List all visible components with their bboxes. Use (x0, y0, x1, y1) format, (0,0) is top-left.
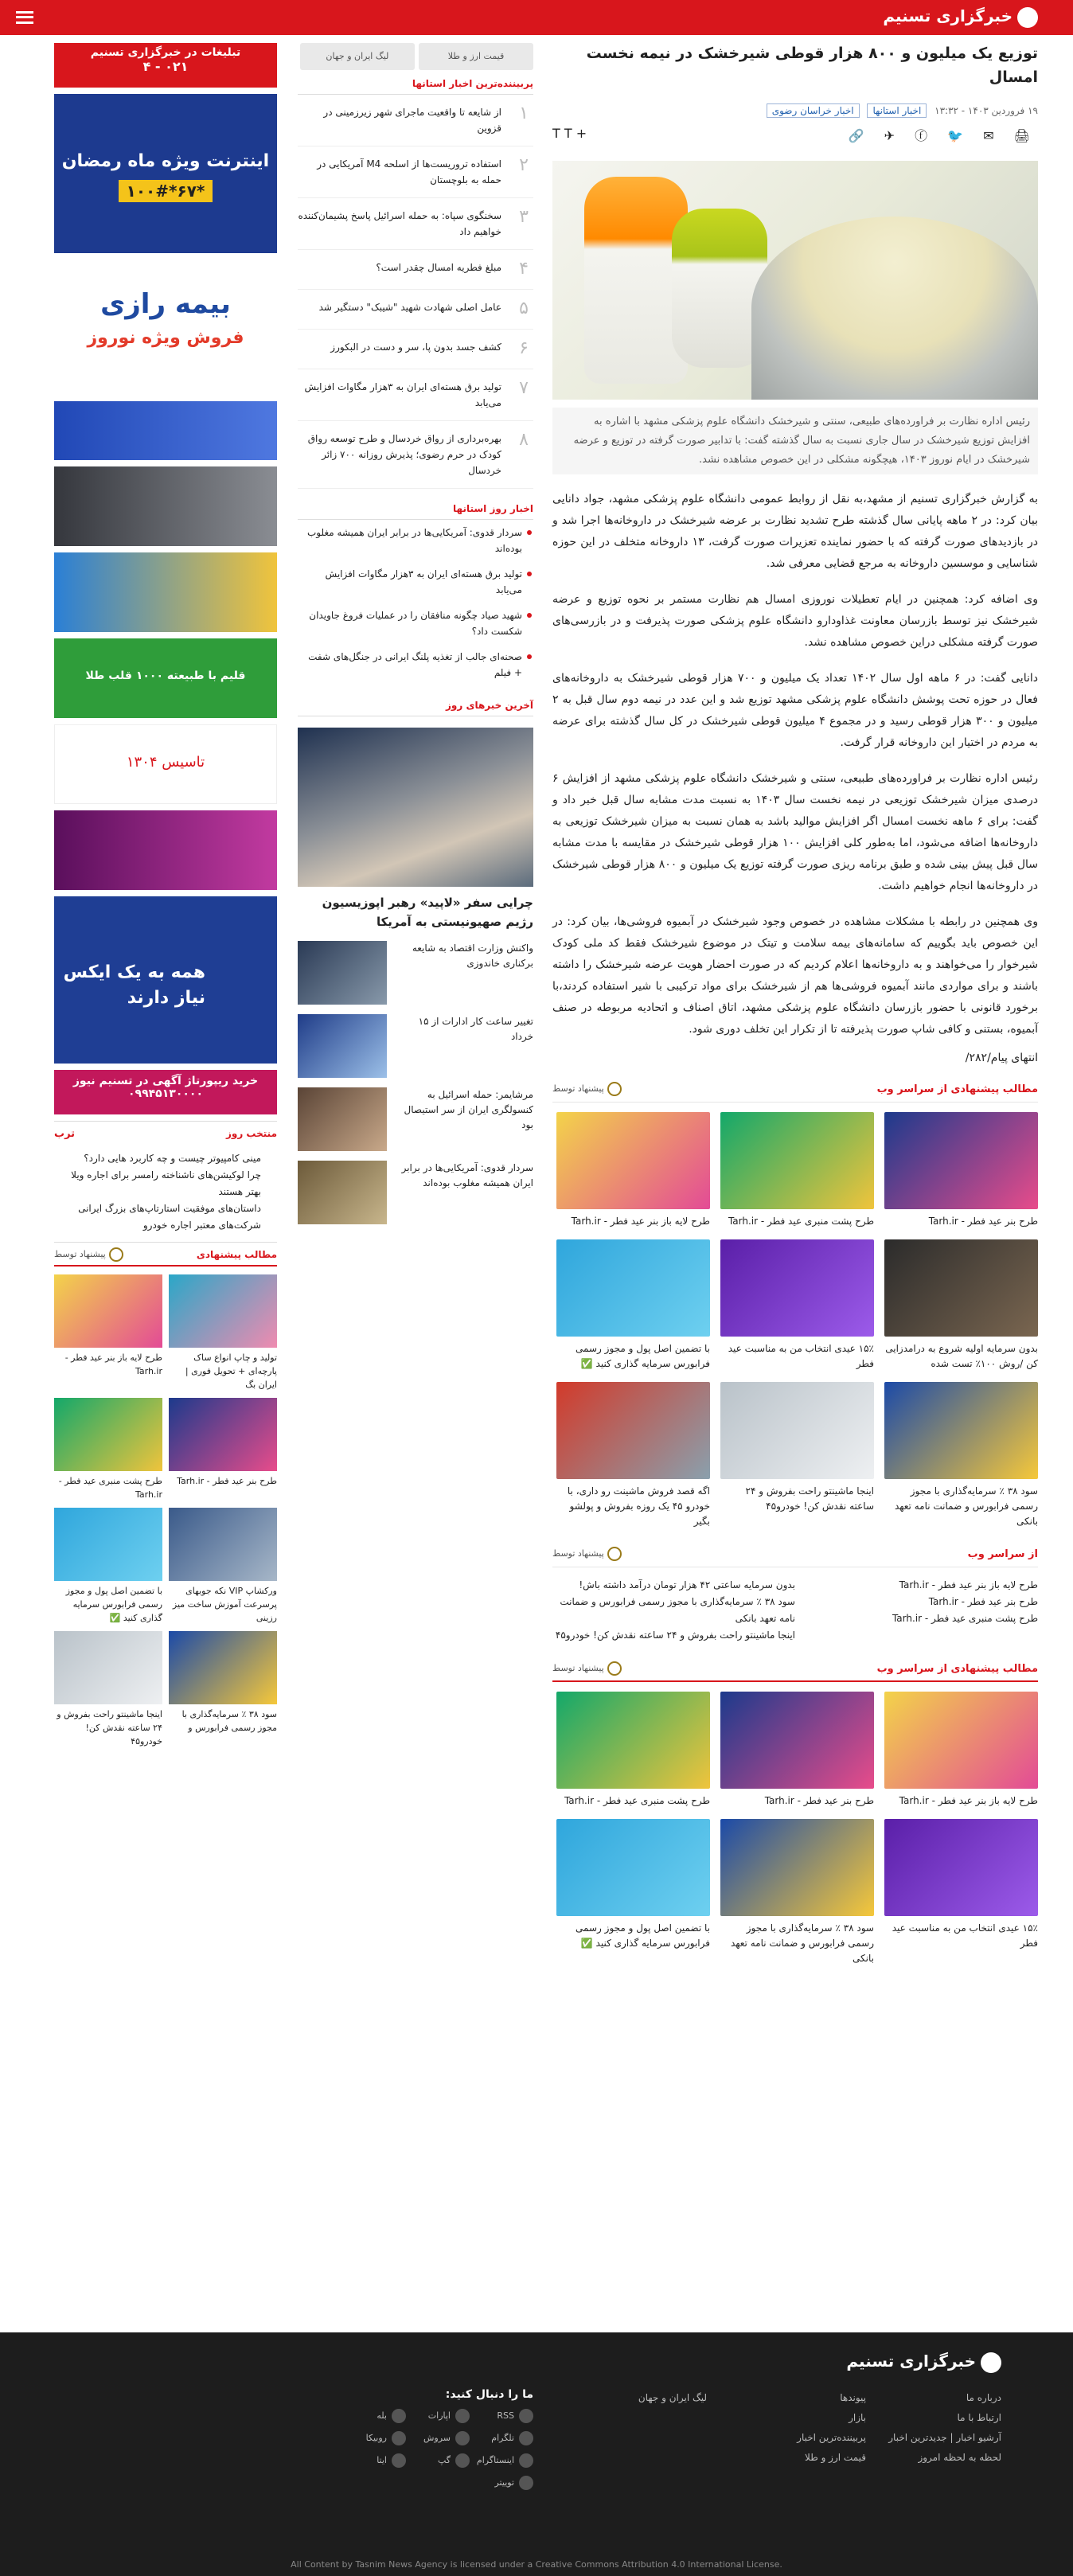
card-image (54, 1274, 162, 1348)
gap-icon (455, 2453, 470, 2468)
ad-banner[interactable]: خرید ریپورتاژ آگهی در تسنیم نیوز ۰۹۹۴۵۱۳۰۰۰۰ (54, 1070, 277, 1114)
suggested-card[interactable]: طرح لایه باز بنر عید فطر - Tarh.ir (556, 1112, 710, 1229)
left-card[interactable]: با تضمین اصل پول و مجوز رسمی فرابورس سرمایه گذاری کنید ✅ (54, 1508, 162, 1625)
top-bar (0, 0, 1073, 35)
news-thumb (298, 1087, 387, 1151)
news-thumb (298, 1014, 387, 1078)
card-image (884, 1692, 1038, 1789)
social-link-gap[interactable]: گپ (406, 2453, 470, 2468)
card-image (54, 1508, 162, 1581)
section-title: مطالب پیشنهادی از سراسر وب (876, 1083, 1038, 1095)
suggested-card[interactable]: سود ۳۸ ٪ سرمایه‌گذاری با مجوز رسمی فرابورس و ضمانت نامه تعهد بانکی (884, 1382, 1038, 1529)
across-web-links (552, 1577, 1038, 1644)
card-image (720, 1112, 874, 1209)
instagram-icon (519, 2453, 533, 2468)
news-item[interactable]: تغییر ساعت کار ادارات از ۱۵ خرداد (298, 1014, 533, 1078)
social-link-aparat[interactable]: اپارات (406, 2409, 470, 2423)
social-link-twitter[interactable]: توییتر (470, 2476, 533, 2490)
footer-col (797, 2388, 866, 2468)
article-image (552, 161, 1038, 400)
article-lead: رئیس اداره نظارت بر فراورده‌های طبیعی، سنتی و شیرخشک دانشگاه علوم پزشکی مشهد با اشاره به افزایش توزیع شیرخشک در سال جاری نسبت به سال گذشته گفت: با تدابیر صورت گرفته در توزیع و عرضه شیرخشک در ایام نوروز ۱۴۰۳، هیچگونه مشکلی در این خصوص مشاهده نشد. (552, 408, 1038, 474)
social-link-bale[interactable]: بله (342, 2409, 406, 2423)
yektanet-icon (607, 1661, 622, 1676)
sidebar (298, 43, 533, 1224)
tab-league[interactable]: لیگ ایران و جهان (300, 43, 415, 70)
card-image (169, 1631, 277, 1704)
section-header (552, 1660, 1038, 1682)
suggested-card[interactable]: ۱۵٪ عیدی انتخاب من به مناسبت عید فطر (884, 1819, 1038, 1966)
popular-item[interactable]: ۱ از شایعه تا واقعیت ماجرای شهر زیرزمینی در قزوین (298, 95, 533, 146)
card-image (720, 1382, 874, 1479)
tag-link[interactable]: اخبار خراسان رضوی (767, 103, 860, 118)
suggested-card[interactable]: طرح پشت منبری عید فطر - Tarh.ir (720, 1112, 874, 1229)
suggested-card[interactable]: با تضمین اصل پول و مجوز رسمی فرابورس سرمایه گذاری کنید ✅ (556, 1239, 710, 1372)
suggested-grid-2 (552, 1692, 1038, 1966)
suggested-card[interactable]: سود ۳۸ ٪ سرمایه‌گذاری با مجوز رسمی فرابورس و ضمانت نامه تعهد بانکی (720, 1819, 874, 1966)
popular-item[interactable]: ۲ استفاده تروریست‌ها از اسلحه M4 آمریکایی در حمله به بلوچستان (298, 146, 533, 198)
logo-mark-icon (1017, 7, 1038, 28)
soroush-icon (455, 2431, 470, 2445)
article-title: توزیع یک میلیون و ۸۰۰ هزار قوطی شیرخشک در نیمه نخست امسال (586, 45, 1038, 86)
card-image (556, 1382, 710, 1479)
article-meta (552, 105, 1038, 116)
daily-title: اخبار روز استانها (298, 503, 533, 520)
card-image (169, 1398, 277, 1471)
ad-badge: پیشنهاد توسط (552, 1547, 622, 1561)
section-title: از سراسر وب (967, 1548, 1038, 1560)
article-paragraph: وی اضافه کرد: همچنین در ایام تعطیلات نوروزی امسال هم نظارت مستمر بر نحوه توزیع و عرضه شیرخشک نیز توسط بازرسان معاونت غذاودارو دانشگاه علوم پزشکی صورت پذیرفت و در بازرسی‌های صورت گرفته مشکلی دراین خصوص مشاهده نشد. (552, 593, 1038, 649)
footer-link[interactable]: پربیننده‌ترین اخبار (797, 2432, 866, 2443)
left-card[interactable]: اینجا ماشینتو راحت بفروش و ۲۴ ساعته نقدش کن! خودرو۴۵ (54, 1631, 162, 1748)
footer-link[interactable]: درباره ما (966, 2392, 1001, 2403)
card-image (884, 1112, 1038, 1209)
hot-link[interactable]: مینی کامپیوتر چیست و چه کاربرد هایی دارد؟ (84, 1153, 261, 1164)
card-image (884, 1819, 1038, 1916)
card-image (884, 1382, 1038, 1479)
footer-link[interactable]: قیمت ارز و طلا (805, 2452, 866, 2463)
ads-column (54, 43, 277, 1748)
suggested-card[interactable]: اینجا ماشینتو راحت بفروش و ۲۴ ساعته نقدش کن! خودرو۴۵ (720, 1382, 874, 1529)
ad-banner[interactable]: تبلیغات در خبرگزاری تسنیم ۰۲۱ - ۴ (54, 43, 277, 88)
suggested-grid (552, 1112, 1038, 1529)
twitter-icon (519, 2476, 533, 2490)
card-image (54, 1631, 162, 1704)
text-link[interactable]: طرح لایه باز بنر عید فطر - Tarh.ir (899, 1579, 1038, 1590)
ad-badge: پیشنهاد توسط (54, 1247, 123, 1262)
social-link-rubika[interactable]: روبیکا (342, 2431, 406, 2445)
left-sug-title: مطالب پیشنهادی (196, 1249, 277, 1260)
article (552, 41, 1038, 1966)
sidebar-tabs (298, 43, 533, 70)
section-title: مطالب پیشنهادی از سراسر وب (876, 1663, 1038, 1675)
social-title: ما را دنبال کنید: (445, 2388, 533, 2401)
footer (0, 2332, 1073, 2576)
tag-link[interactable]: اخبار استانها (867, 103, 927, 118)
popular-item[interactable]: ۳ سخنگوی سپاه: به حمله اسرائیل پاسخ پشیمان‌کننده خواهیم داد (298, 198, 533, 250)
ad-banner[interactable] (54, 810, 277, 890)
news-item[interactable]: واکنش وزارت اقتصاد به شایعه برکناری خاندوزی (298, 941, 533, 1005)
popular-title: پربیننده‌ترین اخبار استانها (298, 78, 533, 95)
featured-caption[interactable]: چرایی سفر «لاپید» رهبر اپوزیسیون رژیم صهیونیستی به آمریکا (322, 896, 533, 929)
popular-item[interactable]: ۴ مبلغ فطریه امسال چقدر است؟ (298, 250, 533, 290)
suggested-card[interactable]: طرح بنر عید فطر - Tarh.ir (720, 1692, 874, 1809)
suggested-card[interactable]: بدون سرمایه اولیه شروع به درامدزایی کن /روش ۱۰۰٪ تست شده (884, 1239, 1038, 1372)
popular-item[interactable]: ۶ کشف جسد بدون پا، سر و دست در البکورز (298, 330, 533, 369)
section-header (552, 1545, 1038, 1567)
rubika-icon (392, 2431, 406, 2445)
suggested-card[interactable]: طرح لایه باز بنر عید فطر - Tarh.ir (884, 1692, 1038, 1809)
footer-link[interactable]: آرشیو اخبار | جدیدترین اخبار (888, 2432, 1001, 2443)
daily-item[interactable]: سردار قدوی: آمریکایی‌ها در برابر ایران همیشه مغلوب بوده‌اند (298, 520, 533, 561)
font-size-icons[interactable]: + T T (552, 126, 587, 141)
site-logo[interactable]: خبرگزاری تسنیم (883, 6, 1038, 28)
article-paragraph: به گزارش خبرگزاری تسنیم از مشهد،به نقل از روابط عمومی دانشگاه علوم پزشکی مشهد، جواد دانایی بیان کرد: در ۲ ماهه پایانی سال گذشته طرح تشدید نظارت بر عرضه شیرخشک در داروخانه‌ها اجرا شد و در بازدیدهای صورت گرفته که با حضور نماینده تعزیرات صورت گرفت، ۱۳ داروخانه متخلف در این حوزه شناسایی و موسسین داروخانه به مرجع قضایی معرفی شد. (552, 493, 1039, 570)
section-header (552, 1080, 1038, 1103)
card-image (556, 1239, 710, 1337)
ad-banner[interactable]: قلیم با طبیعته ۱۰۰۰ قلب طلا (54, 638, 277, 718)
menu-icon[interactable] (16, 11, 33, 24)
yektanet-icon (109, 1247, 123, 1262)
footer-link[interactable]: بازار (849, 2412, 866, 2423)
card-image (884, 1239, 1038, 1337)
suggested-card[interactable]: با تضمین اصل پول و مجوز رسمی فرابورس سرمایه گذاری کنید ✅ (556, 1819, 710, 1966)
text-link[interactable]: طرح بنر عید فطر - Tarh.ir (928, 1596, 1038, 1607)
footer-link[interactable]: پیوندها (840, 2392, 866, 2403)
article-paragraph: رئیس اداره نظارت بر فراورده‌های طبیعی، سنتی و شیرخشک دانشگاه علوم پزشکی مشهد از افزایش ۶ درصدی میزان شیرخشک توزیعی در نیمه نخست سال ۱۴۰۳ به نسبت مدت مشابه سال قبل خبر داد و گفت: برای ۶ ماهه نخست امسال اگر افزایش موالید باشد به همان نسبت به میزان شیرخشک توزیعی به داروخانه‌ها اضافه می‌شود، اما به‌طور کلی افزایش ۱۰۰ هزار قوطی شیرخشک در مقایسه با مدت مشابه سال قبل پیش بینی شده و طبق برنامه ریزی صورت گرفته توزیع یک میلیون و ۸۰۰ هزار قوطی شیرخشک در داروخانه‌ها انجام خواهیم داشت. (552, 772, 1039, 892)
article-paragraph: وی همچنین در رابطه با مشکلات مشاهده در خصوص وجود شیرخشک در آبمیوه فروشی‌ها، بیان کرد: در این خصوص باید بگوییم که سامانه‌های بیمه سلامت و تیتک در موضوع شیرخشک فقط کد ملی کودک شیرخوار را می‌خواهند و به داروخانه‌ها اعلام کردیم که در صورت احضار هویت عرضه شیرخشک را داشته باشند و برای مواردی مانند آبمیوه فروشی‌ها هم از شیرخشک برای مواد ترکیبی با شیر استفاده کردند،با برخورد قانونی با حضور بازرسان دانشگاه علوم پزشکی مشهد، اتاق اصناف و اتحادیه مربوطه در صنف آبمیوه، بستنی و کافی شاپ صورت پذیرفته تا از تکرار این تخلف دوری شود. (552, 915, 1038, 1036)
social-box (342, 2388, 533, 2490)
social-link-telegram[interactable]: تلگرام (470, 2431, 533, 2445)
footer-col (888, 2388, 1001, 2468)
bale-icon (392, 2409, 406, 2423)
social-link-eitaa[interactable]: ایتا (342, 2453, 406, 2468)
social-link-instagram[interactable]: اینستاگرام (470, 2453, 533, 2468)
card-image (720, 1239, 874, 1337)
social-link-rss[interactable]: RSS (470, 2409, 533, 2423)
card-image (556, 1819, 710, 1916)
hot-link[interactable]: شرکت‌های معتبر اجاره خودرو (142, 1220, 261, 1231)
left-card[interactable]: تولید و چاپ انواع ساک پارچه‌ای + تحویل فوری | ایران بگ (169, 1274, 277, 1391)
article-paragraph: دانایی گفت: در ۶ ماهه اول سال ۱۴۰۲ تعداد یک میلیون و ۷۰۰ هزار قوطی شیرخشک به داروخانه‌های فعال در حوزه تحت پوشش دانشگاه علوم پزشکی مشهد توزیع شد و این عدد در نیمه دوم سال قبل به ۲ میلیون و ۳۰۰ هزار قوطی رسید و در مجموع ۴ میلیون قوطی شیرخشک در کل سال گذشته برای عرضه به مردم در اختیار این داروخانه قرار گرفت. (552, 672, 1038, 749)
eitaa-icon (392, 2453, 406, 2468)
popular-item[interactable]: ۷ تولید برق هسته‌ای ایران به ۳هزار مگاوات افزایش می‌یابد (298, 369, 533, 421)
ad-badge: پیشنهاد توسط (552, 1082, 622, 1096)
hot-link[interactable]: داستان‌های موفقیت استارتاپ‌های بزرگ ایرانی (78, 1203, 261, 1214)
daily-item[interactable]: صحنه‌ای جالب از تغذیه پلنگ ایرانی در جنگل‌های شفت + فیلم (298, 644, 533, 685)
torob-logo[interactable]: ترب (54, 1128, 76, 1140)
ad-banner[interactable]: تاسیس ۱۳۰۴ (54, 724, 277, 804)
share-icons[interactable]: 🖨 ✉ 🐦 ⓕ ✈ 🔗 (848, 128, 1038, 143)
text-link[interactable]: بدون سرمایه ساعتی ۴۲ هزار تومان درآمد داشته باش! (579, 1579, 795, 1590)
daily-item[interactable]: شهید صیاد چگونه منافقان را در عملیات فروغ جاویدان شکست داد؟ (298, 603, 533, 644)
daily-item[interactable]: تولید برق هسته‌ای ایران به ۳هزار مگاوات افزایش می‌یابد (298, 561, 533, 603)
card-image (54, 1398, 162, 1471)
left-card[interactable]: طرح پشت منبری عید فطر - Tarh.ir (54, 1398, 162, 1501)
left-card[interactable]: سود ۳۸ ٪ سرمایه‌گذاری با مجوز رسمی فرابورس و (169, 1631, 277, 1748)
left-card[interactable]: طرح لایه باز بنر عید فطر - Tarh.ir (54, 1274, 162, 1391)
article-date: ۱۹ فروردین ۱۴۰۳ - ۱۳:۳۲ (934, 105, 1038, 116)
card-image (556, 1692, 710, 1789)
text-link[interactable]: طرح پشت منبری عید فطر - Tarh.ir (892, 1613, 1038, 1624)
left-card[interactable]: طرح بنر عید فطر - Tarh.ir (169, 1398, 277, 1501)
suggested-card[interactable]: طرح بنر عید فطر - Tarh.ir (884, 1112, 1038, 1229)
ad-badge: پیشنهاد توسط (552, 1661, 622, 1676)
article-tools (552, 126, 1038, 145)
news-item[interactable]: سردار قدوی: آمریکایی‌ها در برابر ایران همیشه مغلوب بوده‌اند (298, 1161, 533, 1224)
footer-logo[interactable]: خبرگزاری تسنیم (846, 2352, 1001, 2373)
social-link-soroush[interactable]: سروش (406, 2431, 470, 2445)
news-thumb (298, 1161, 387, 1224)
hot-title: منتخب روز (225, 1128, 277, 1139)
left-suggested (54, 1242, 277, 1748)
hot-box (54, 1121, 277, 1234)
featured-image[interactable] (298, 728, 533, 887)
text-link[interactable]: سود ۳۸ ٪ سرمایه‌گذاری با مجوز رسمی فرابورس و ضمانت نامه تعهد بانکی (560, 1596, 795, 1624)
card-image (720, 1692, 874, 1789)
left-card[interactable]: ورکشاپ VIP نکه جوبهای پرسرعت آموزش ساخت میز رزینی (169, 1508, 277, 1625)
ad-banner[interactable] (54, 552, 277, 632)
license-text[interactable]: All Content by Tasnim News Agency is licensed under a Creative Commons Attribution 4.0 International License. (291, 2559, 782, 2570)
ad-banner[interactable]: همه به یک ایکس نیاز دارند (54, 896, 277, 1064)
footer-link[interactable]: ارتباط با ما (957, 2412, 1001, 2423)
ad-banner[interactable]: بیمه رازی فروش ویژه نوروز (54, 260, 277, 395)
ad-banner[interactable] (54, 401, 277, 460)
text-link[interactable]: اینجا ماشینتو راحت بفروش و ۲۴ ساعته نقدش کن! خودرو۴۵ (555, 1630, 795, 1641)
ad-banner[interactable] (54, 466, 277, 546)
latest-title: آخرین خبرهای روز (298, 700, 533, 716)
suggested-card[interactable]: طرح پشت منبری عید فطر - Tarh.ir (556, 1692, 710, 1809)
milk-tin-shape (751, 217, 1038, 400)
telegram-icon (519, 2431, 533, 2445)
card-image (169, 1274, 277, 1348)
card-image (556, 1112, 710, 1209)
article-end: انتهای پیام/۲۸۲/ (965, 1052, 1038, 1064)
news-thumb (298, 941, 387, 1005)
rss-icon (519, 2409, 533, 2423)
yektanet-icon (607, 1547, 622, 1561)
yektanet-icon (607, 1082, 622, 1096)
card-image (720, 1819, 874, 1916)
footer-col (638, 2388, 707, 2408)
aparat-icon (455, 2409, 470, 2423)
logo-mark-icon (981, 2352, 1001, 2373)
tab-currency[interactable]: قیمت ارز و طلا (419, 43, 533, 70)
popular-item[interactable]: ۵ عامل اصلی شهادت شهید "شیبک" دستگیر شد (298, 290, 533, 330)
card-image (169, 1508, 277, 1581)
hot-link[interactable]: چرا لوکیشن‌های ناشناخته رامسر برای اجاره ویلا بهتر هستند (71, 1169, 261, 1197)
ad-banner[interactable]: اینترنت ویژه ماه رمضان *۶۷*۱۰۰# (54, 94, 277, 253)
suggested-card[interactable]: اگه قصد فروش ماشینت رو داری، با خودرو ۴۵ یک روزه بفروش و پولشو بگیر (556, 1382, 710, 1529)
popular-item[interactable]: ۸ بهره‌برداری از رواق خردسال و طرح توسعه رواق کودک در حرم رضوی؛ پذیرش روزانه ۷۰۰ زائر خردسال (298, 421, 533, 489)
footer-link[interactable]: لحظه به لحظه امروز (918, 2452, 1001, 2463)
suggested-card[interactable]: ۱۵٪ عیدی انتخاب من به مناسبت عید فطر (720, 1239, 874, 1372)
news-item[interactable]: مرشایمر: حمله اسرائیل به کنسولگری ایران از سر استیصال بود (298, 1087, 533, 1151)
footer-link[interactable]: لیگ ایران و جهان (638, 2392, 707, 2403)
